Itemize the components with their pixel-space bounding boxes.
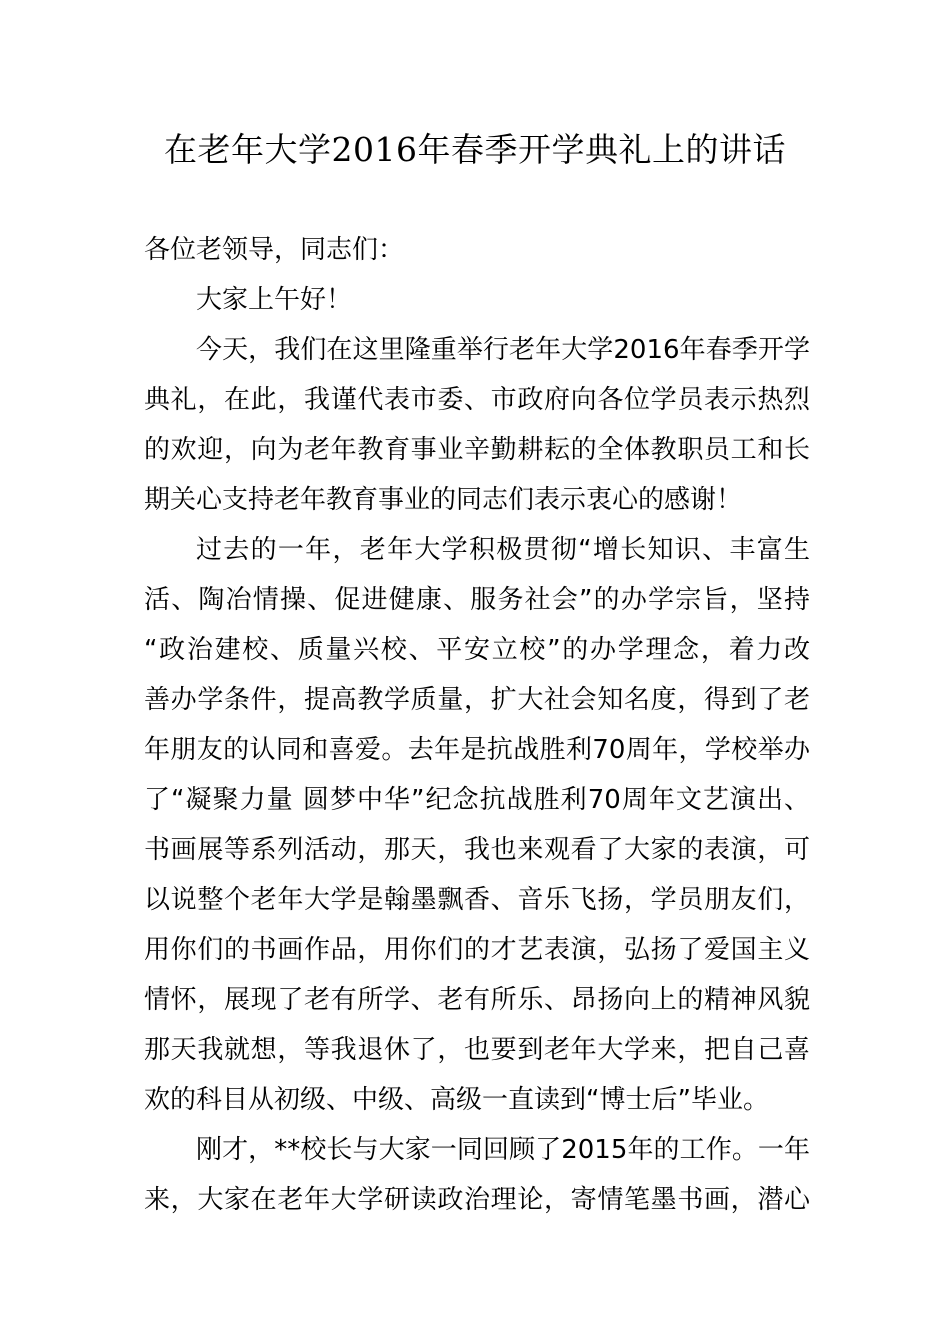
text-line: 以说整个老年大学是翰墨飘香、音乐飞扬，学员朋友们， — [144, 885, 810, 915]
text-line: 书画展等系列活动，那天，我也来观看了大家的表演，可 — [144, 835, 810, 865]
text-line: 用你们的书画作品，用你们的才艺表演，弘扬了爱国主义 — [144, 935, 810, 965]
text-line: 善办学条件，提高教学质量，扩大社会知名度，得到了老 — [144, 685, 810, 715]
text-line: 的欢迎，向为老年教育事业辛勤耕耘的全体教职员工和长 — [144, 435, 810, 465]
text-line: 大家上午好！ — [196, 285, 353, 315]
text-line: 欢的科目从初级、中级、高级一直读到“博士后”毕业。 — [144, 1085, 769, 1115]
text-line: 那天我就想，等我退休了，也要到老年大学来，把自己喜 — [144, 1035, 810, 1065]
text-line: 期关心支持老年教育事业的同志们表示衷心的感谢！ — [144, 485, 743, 515]
text-line: 刚才，**校长与大家一同回顾了2015年的工作。一年 — [196, 1135, 810, 1165]
document-title: 在老年大学2016年春季开学典礼上的讲话 — [164, 130, 786, 169]
text-line: 年朋友的认同和喜爱。去年是抗战胜利70周年，学校举办 — [144, 735, 810, 765]
text-line: 了“凝聚力量 圆梦中华”纪念抗战胜利70周年文艺演出、 — [144, 785, 810, 815]
text-line: 典礼，在此，我谨代表市委、市政府向各位学员表示热烈 — [144, 385, 810, 415]
text-line: 各位老领导，同志们： — [144, 235, 405, 265]
text-line: 来，大家在老年大学研读政治理论，寄情笔墨书画，潜心 — [144, 1185, 810, 1215]
text-line: “政治建校、质量兴校、平安立校”的办学理念，着力改 — [144, 635, 810, 665]
text-line: 过去的一年，老年大学积极贯彻“增长知识、丰富生 — [196, 535, 810, 565]
text-line: 活、陶冶情操、促进健康、服务社会”的办学宗旨，坚持 — [144, 585, 810, 615]
text-line: 情怀，展现了老有所学、老有所乐、昂扬向上的精神风貌 — [144, 985, 810, 1015]
text-line: 今天，我们在这里隆重举行老年大学2016年春季开学 — [196, 335, 810, 365]
document-body — [144, 225, 810, 1225]
